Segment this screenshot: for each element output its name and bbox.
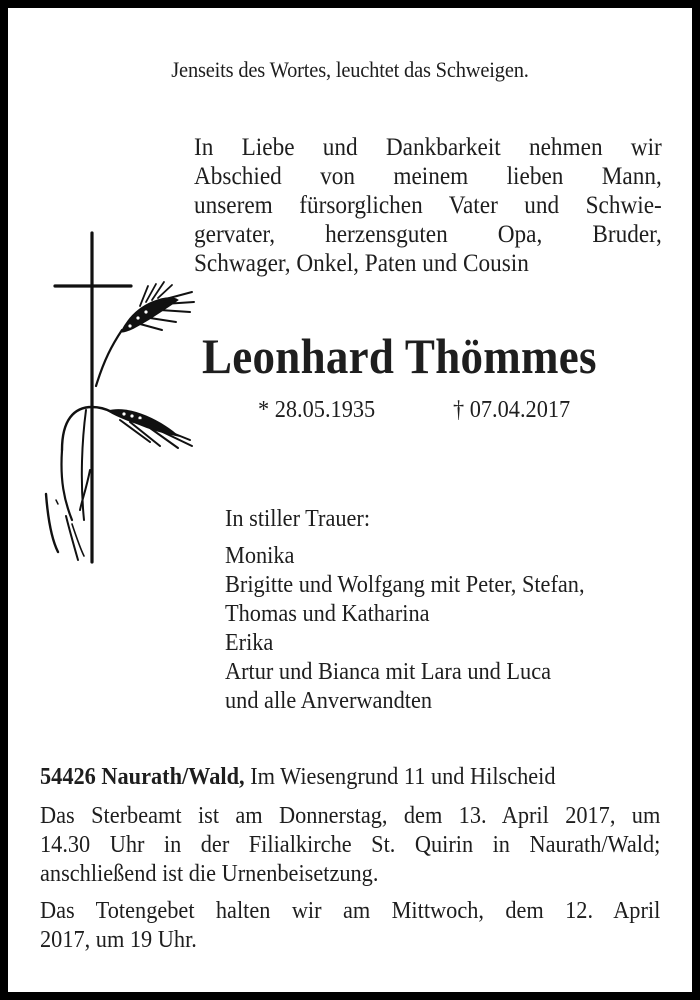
funeral-line: Das Sterbeamt ist am Donnerstag, dem 13. April 2017, um [40, 803, 661, 829]
mourner-entry: und alle Anverwandten [225, 688, 433, 714]
intro-line: gervater, herzensguten Opa, Bruder, [194, 221, 662, 248]
birth-date: * 28.05.1935 [258, 397, 376, 423]
motto-quote: Jenseits des Wortes, leuchtet das Schweigen. [171, 57, 529, 82]
mourner-entry: Artur und Bianca mit Lara und Luca [225, 659, 552, 685]
mourning-heading: In stiller Trauer: [225, 506, 371, 532]
funeral-line: anschließend ist die Urnenbeisetzung. [40, 861, 379, 887]
mourner-entry: Brigitte und Wolfgang mit Peter, Stefan, [225, 572, 585, 598]
deceased-name: Leonhard Thömmes [202, 328, 597, 384]
mourner-entry: Monika [225, 543, 295, 569]
prayer-line: Das Totengebet halten wir am Mittwoch, dem 12. April [40, 898, 661, 924]
prayer-line: 2017, um 19 Uhr. [40, 927, 197, 953]
intro-line: Abschied von meinem lieben Mann, [194, 163, 662, 190]
address-line [40, 764, 556, 791]
mourner-entry: Erika [225, 630, 274, 656]
intro-line: In Liebe und Dankbarkeit nehmen wir [194, 134, 662, 161]
funeral-mass-paragraph [40, 802, 660, 889]
address-street: Im Wiesengrund 11 und Hilscheid [244, 764, 556, 790]
death-date: † 07.04.2017 [453, 397, 571, 423]
intro-line: unserem fürsorglichen Vater und Schwie- [194, 192, 662, 219]
funeral-line: 14.30 Uhr in der Filialkirche St. Quirin in Naurath/Wald; [40, 832, 661, 858]
prayer-paragraph [40, 897, 660, 955]
mourners-list [225, 542, 585, 716]
intro-line: Schwager, Onkel, Paten und Cousin [194, 250, 529, 277]
address-town: 54426 Naurath/Wald, [40, 764, 245, 790]
mourner-entry: Thomas und Katharina [225, 601, 430, 627]
